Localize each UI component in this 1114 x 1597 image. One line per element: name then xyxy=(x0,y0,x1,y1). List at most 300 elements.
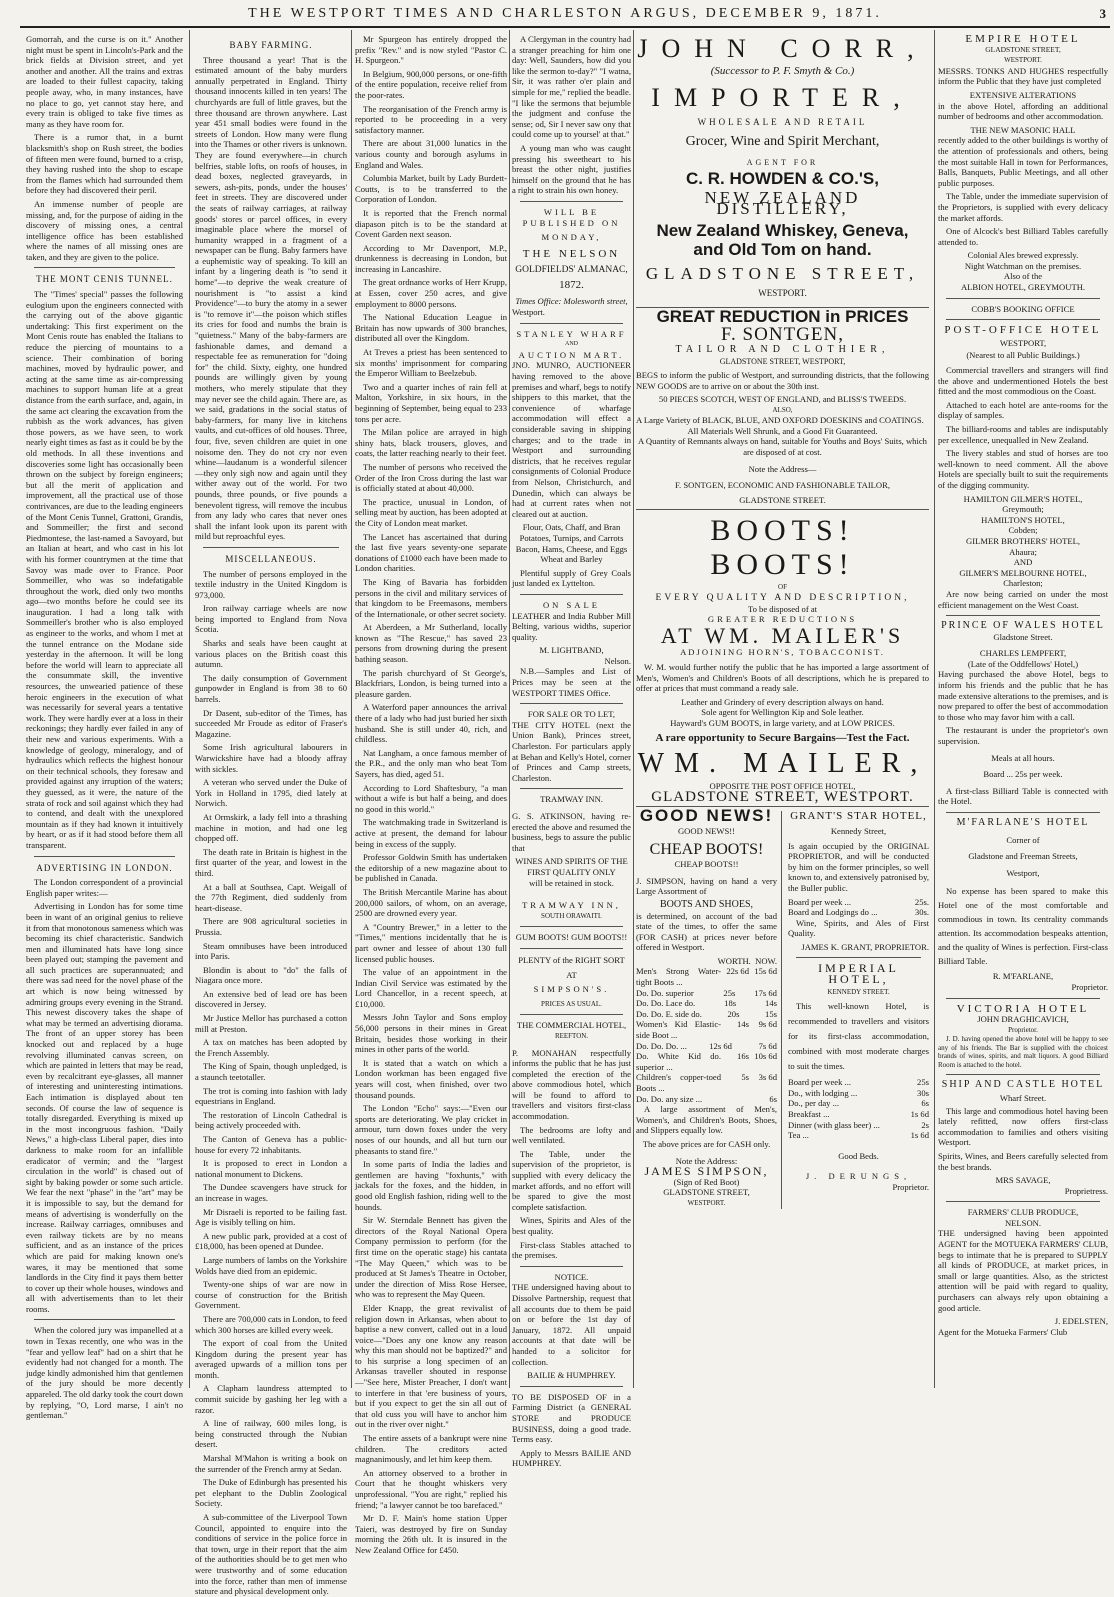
ad-line: A rare opportunity to Secure Bargains—Test the Fact. xyxy=(655,731,910,744)
ad-imperial-hotel xyxy=(788,963,929,1192)
price-value: 7s 6d xyxy=(758,1040,777,1051)
ad-line: AT xyxy=(566,969,577,980)
ad-body: Commercial travellers and strangers will find the above and undermentioned Hotels the best fitted and the most commodious on the Coast. xyxy=(938,365,1108,397)
article-paragraph: Three thousand a year! That is the estimated amount of the baby murders annually perpetrated in England. Thirty thousand innocents killed in ten years! The churchyards are full of little graves, but the three thousand are thrown anywhere. Last year 451 small bodies were found in the streets of London. How many were flung into the Thames or other rivers is unknown. They are found everywhere—in church belfries, stable lofts, on roofs of houses, in dead boxes, neglected graveyards, in sewers, ash-pits, ponds, under the houses' feet in streets. They are discovered under the seats of railway carriages, at railway goods' stores or parcel offices, in every imaginable place where the morsel of humanity wrapped in a fragment of a newspaper can be flung. Baby farmers have a euphemistic way of speaking. To kill an infant by a lingering death is "to send it home"—to deprive the weak creature of nourishment is "to assist a kind Providence"—to bury the atomy in a sewer is "to remove it"—the poison which stifles its cries for food and numbs the brain is "quietness." Many of the baby-farmers are fashionable dames, and demand a respectable fee as remuneration for "doing for" the child. Sixty, eighty, one hundred pounds are willingly given by young mothers, who merely stipulate that they may never see the child again. There are, as we said, gradations in the social status of baby-farmers, for many live in kitchens vaults, and cut-offices of old houses. Three, four, five, seven children are quiet in one noisome den. They do not cry nor even whine—laudanum is a wonderful silencer—they only sigh now and again until they wither away out of the world. For two pounds, three pounds, or five pounds a benevolent tigress, will remove the incubus from any lady who cares that never ones shall the infant look upon its parent with mild but reproachful eyes. xyxy=(195,54,347,542)
ad-title: STANLEY WHARF xyxy=(516,328,627,339)
column-header: NOW. xyxy=(755,955,777,966)
ad-line: Note the Address— xyxy=(748,463,817,474)
ad-sontgen xyxy=(636,306,929,506)
ad-line: ADJOINING HORN'S, TOBACCONIST. xyxy=(680,647,885,658)
divider xyxy=(34,856,175,857)
ad-mfarlane-hotel xyxy=(938,818,1108,993)
ad-line: (Successor to P. F. Smyth & Co.) xyxy=(710,65,855,77)
column-rule xyxy=(189,30,190,1388)
news-item: Mr Spurgeon has entirely dropped the prefix "Rev." and is now styled "Pastor C. H. Spurgeon." xyxy=(355,34,507,66)
news-item: The Milan police are arrayed in high shiny hats, black trousers, gloves, and coats, the latter reaching nearly to their feet. xyxy=(355,427,507,459)
article-heading: BABY FARMING. xyxy=(229,40,313,50)
news-item: In some parts of India the ladies and gentlemen are having "foxhunts," with jackals for the foxes, and the hidden, in good old English fashion, riding well to the hounds. xyxy=(355,1159,507,1212)
news-item: The export of coal from the United Kingdom during the present year has averaged upwards of a million tons per month. xyxy=(195,1338,347,1380)
news-item: The number of persons who received the Order of the Iron Cross during the last war is officially stated at about 40,000. xyxy=(355,461,507,494)
divider xyxy=(796,957,921,958)
price-row xyxy=(636,988,777,999)
hotel-list-item: Cobden; xyxy=(1008,525,1038,536)
ad-line: NELSON. xyxy=(1004,1217,1042,1228)
article-paragraph: Advertising in London has for some time been in want of an original genius to relieve it from that monotonous sameness which was becoming its chief characteristic. Sandwich men and illuminated hats have long since been played out; stamping the pavement and all such practices are superannuated; and there was sad need for the novel phase of the art which is now being witnessed by admiring groups every evening in the Strand. This newest discovery takes the shape of what may be termed an advertising diorama. The front of an upper storey has been knocked out and replaced by a huge revolving illuminated canvas screen, on which are painted in letters that may be read, even by recalcitrant eye-glasses, all manner of interesting and uninteresting intimations. Each intimation is displayed about ten seconds. Of course the law of sequence is totally disregarded. Everything is mixed up in the most incongruous fashion. "Daily News," a high-class Liberal paper, dies into darkness to make room for an infallible eradicator of vermin; and the "largest circulation in the world" is chased out of sight by baking powder or some such article. We fear the next "phase" in the "art" may be it is impossible to say, but the demand for means of advertising is wonderfully on the increase. Railway carriages, omnibuses and even railway tickets are by no means sufficient, and as an instance of the prices which are paid for making known one's wares, it may be mentioned that some landlords in the City find it pays them better to cover up their whole houses, windows and all with advertisements than to let their rooms. xyxy=(26,901,183,1314)
ad-body: MESSRS. TONKS AND HUGHES respectfully inform the Public that they have just completed xyxy=(938,65,1108,87)
price-value: 6s xyxy=(921,1098,929,1109)
divider xyxy=(946,319,1100,320)
price-value: 1s 6d xyxy=(910,1109,929,1120)
price-row xyxy=(788,907,929,918)
price-value: 2s xyxy=(921,1119,929,1130)
news-item: Two and a quarter inches of rain fell at Malton, Yorkshire, in six hours, in the beginning of September, being equal to 233 tons per acre. xyxy=(355,381,507,424)
anecdote: A Clergyman in the country had a stranger preaching for him one day: Well, Saunders, how did you like the sermon to-day?" "I watna, Sir, it was rather o'er plain and simple for me," replied the beadle. "I like the sermons that bejumble the judgment and confuse the sense; od, Sir I never saw ony that could come up to yoursel' at that." xyxy=(512,34,631,140)
ad-title: COBB'S BOOKING OFFICE xyxy=(971,303,1075,314)
ad-title: JOHN CORR, xyxy=(637,34,928,63)
ad-title: IMPERIAL HOTEL, xyxy=(818,961,899,987)
ad-city-hotel xyxy=(512,709,631,783)
article-paragraph: When the colored jury was impanelled at a town in Texas recently, one who was in the "fear and yellow leaf" had on a shirt that he evidently had not changed for a month. The judge kindly admonished him that gentlemen of the jury should be more decently appareled. The old darky took the court down by replying, "O, Lord marse, I ain't no gentleman." xyxy=(26,1325,183,1421)
ad-line: GLADSTONE STREET, xyxy=(645,264,920,284)
hotel-list-item: AND xyxy=(1013,557,1033,568)
ad-body: Spirits, Wines, and Beers carefully selected from the best brands. xyxy=(938,1150,1108,1172)
ad-empire-hotel xyxy=(938,34,1108,293)
news-item: Steam omnibuses have been introduced into Paris. xyxy=(195,940,347,962)
hotel-list-item: HAMILTON GILMER'S HOTEL, xyxy=(963,493,1083,504)
price-item: Women's Kid Elastic-side Boot ... xyxy=(636,1019,721,1041)
divider xyxy=(520,323,623,324)
price-item: Do. White Kid do. superior ... xyxy=(636,1051,721,1072)
news-item: The reorganisation of the French army is reported to be proceeding in a very satisfactory manner. xyxy=(355,103,507,135)
news-item: Professor Goldwin Smith has undertaken the editorship of a new magazine about to be published in Canada. xyxy=(355,852,507,884)
ad-line: (Late of the Oddfellows' Hotel,) xyxy=(967,658,1079,669)
column-rule xyxy=(934,30,935,1388)
news-item: It is reported that the French normal diapason pitch is to be the standard at Covent Garden next season. xyxy=(355,207,507,240)
hotel-list-item: Charleston; xyxy=(1003,578,1043,589)
ad-body: J. SIMPSON, having on hand a very Large Assortment of xyxy=(636,875,777,897)
news-item: Marshal M'Mahon is writing a book on the surrender of the French army at Sedan. xyxy=(195,1453,347,1474)
ad-victoria-hotel xyxy=(938,1004,1108,1070)
article-paragraph: There is a rumor that, in a burnt blacksmith's shop on Rush street, the bodies of fifteen men were found, burned to a crisp, they having rushed into the shop to escape from the flames which had surrounded them before they had discovered their peril. xyxy=(26,132,183,196)
ad-body: Night Watchman on the premises. xyxy=(964,260,1082,271)
ad-body: Having purchased the above Hotel, begs to inform his friends and the public that he has made extensive alterations to the premises, and is now prepared to offer the best of accommodation to those who may favor him with a call. xyxy=(938,669,1108,722)
price-row xyxy=(636,1009,777,1020)
ad-line: Kennedy Street, xyxy=(830,825,887,836)
ad-title: C. R. HOWDEN & CO.'S, xyxy=(686,169,879,189)
price-table-header xyxy=(636,956,777,967)
price-item: Do., per day ... xyxy=(788,1098,840,1109)
ad-line: GREATER REDUCTIONS xyxy=(707,614,858,625)
divider xyxy=(520,594,623,595)
news-item: Elder Knapp, the great revivalist of religion down in Arkansas, when about to baptise a new convert, called out in a loud voice—"Does any one know any reason why this man should not be baptized?" and to his surprise a long specimen of an Arkansas traveller shouted in response—"See here, Mister Preacher, I don't want to interfere in that 'ere business of yours, but if you expect to get the sin all out of that old cuss you will have to anchor him out in the river over night." xyxy=(355,1302,507,1430)
ad-line: WESTPORT. xyxy=(1004,56,1042,65)
ad-title: FOR SALE OR TO LET, xyxy=(527,709,616,720)
ad-title: IMPORTER, xyxy=(651,82,914,112)
ad-body: LEATHER and India Rubber Mill Belting, various widths, superior quality. xyxy=(512,610,631,642)
ad-title: TRAMWAY INN. xyxy=(540,794,603,805)
ad-wm-mailer xyxy=(636,514,929,805)
divider xyxy=(946,998,1100,999)
column-header: WORTH. xyxy=(717,955,751,966)
news-item: The National Education League in Britain has now upwards of 300 branches, distributed all over the Kingdom. xyxy=(355,312,507,344)
price-value: 22s 6d xyxy=(726,966,749,977)
ad-line: JOHN DRAGHICAVICH, xyxy=(977,1014,1069,1025)
ad-title: AUCTION MART. xyxy=(518,349,625,360)
news-item: The parish churchyard of St George's, Blackfriars, London, is being turned into a pleasure garden. xyxy=(355,667,507,699)
ad-signature: MRS SAVAGE, xyxy=(995,1175,1051,1186)
price-value: 30s. xyxy=(914,907,929,918)
ad-line: AGENT FOR xyxy=(746,157,819,167)
divider xyxy=(520,1266,623,1267)
ad-body: BEGS to inform the public of Westport, and surrounding districts, that the following NEW GOODS are to arrive on or about the 30th inst. xyxy=(636,369,929,391)
ad-body: Apply to Messrs BAILIE AND HUMPHREY. xyxy=(512,1447,631,1469)
column-rule xyxy=(351,30,352,1388)
divider xyxy=(636,509,929,510)
ad-line: Westport, xyxy=(1006,867,1040,878)
news-item: There are 908 agricultural societies in Prussia. xyxy=(195,916,347,937)
ad-line: Nelson. xyxy=(604,655,631,666)
ad-body: First-class Stables attached to the premises. xyxy=(512,1239,631,1261)
price-value xyxy=(712,1094,740,1105)
price-row xyxy=(636,1019,777,1040)
news-item: At Aberdeen, a Mr Sutherland, locally known as "The Rescue," has saved 23 persons from drowning during the present bathing season. xyxy=(355,622,507,665)
article-paragraph: The London correspondent of a provincial English paper writes:— xyxy=(26,877,183,898)
article-heading: THE MONT CENIS TUNNEL. xyxy=(36,274,173,285)
ad-body: Plentiful supply of Grey Coals just landed ex Lyttelton. xyxy=(512,567,631,589)
ad-line: Agent for the Motueka Farmers' Club xyxy=(938,1326,1068,1337)
ad-line: Note the Address: xyxy=(675,1155,738,1166)
ad-line: Corner of xyxy=(1006,834,1040,845)
ad-title: SIMPSON'S. xyxy=(533,984,610,995)
article-paragraph: An immense number of people are missing, and, for the purpose of aiding in the discovery of missing ones, a central intelligence office has been established where the names of all missing ones are taken, and they are given to the police. xyxy=(26,198,183,262)
price-item: Board per week ... xyxy=(788,1077,851,1088)
ad-title: NOTICE. xyxy=(554,1271,589,1282)
ad-on-sale xyxy=(512,600,631,698)
ad-farmers-club xyxy=(938,1207,1108,1337)
price-table xyxy=(636,966,777,1104)
news-item: The restoration of Lincoln Cathedral is being actively proceeded with. xyxy=(195,1109,347,1131)
column-2 xyxy=(195,34,347,1597)
ad-body: The restaurant is under the proprietor's own supervision. xyxy=(938,725,1108,747)
ad-line: GLADSTONE STREET. xyxy=(739,494,826,505)
ad-body: TO BE DISPOSED OF in a Farming District (a GENERAL STORE and PRODUCE BUSINESS, doing a good trade. Terms easy. xyxy=(512,1391,631,1445)
news-item: Mr D. F. Main's home station Upper Taieri, was destroyed by fire on Sunday morning the 26th ult. It is insured in the New Zealand Office for £450. xyxy=(355,1513,507,1555)
divider xyxy=(520,788,623,789)
ad-line: EXTENSIVE ALTERATIONS xyxy=(969,89,1077,100)
ad-signature: M. LIGHTBAND, xyxy=(539,645,604,656)
ad-line: F. SONTGEN, ECONOMIC AND FASHIONABLE TAILOR, xyxy=(674,480,891,491)
news-item: The practice, unusual in London, of selling meat by auction, has been adopted at the City of London meat market. xyxy=(355,496,507,528)
ad-body: This large and commodious hotel having been lately refitted, now offers first-class accommodation to families and others visiting Westport. xyxy=(938,1105,1108,1148)
ad-title: THE NELSON xyxy=(522,247,621,260)
divider xyxy=(520,1386,623,1387)
ad-body: Sole agent for Wellington Kip and Sole leather. xyxy=(701,707,864,718)
ad-line: (Sign of Red Boot) xyxy=(673,1176,740,1187)
price-value: 17s 6d xyxy=(754,987,777,998)
ad-line: CHARLES LEMPFERT, xyxy=(979,648,1067,659)
divider xyxy=(520,703,623,704)
price-row xyxy=(636,1041,777,1052)
ad-prince-of-wales-hotel xyxy=(938,621,1108,807)
ad-body: Colonial Ales brewed expressly. xyxy=(967,250,1079,261)
article-heading: ADVERTISING IN LONDON. xyxy=(36,862,173,873)
price-value: 14s xyxy=(737,1019,749,1030)
ad-title: CHEAP BOOTS! xyxy=(649,840,764,858)
ad-body: Wines, Spirits and Ales of the best quality. xyxy=(512,1215,631,1236)
news-item: At Treves a priest has been sentenced to six months' imprisonment for comparing the Emperor William to Beelzebub. xyxy=(355,347,507,379)
price-item: Do. Do. E. side do. xyxy=(636,1008,702,1019)
ad-title: WM. MAILER, xyxy=(637,748,928,780)
news-item: Columbia Market, built by Lady Burdett-Coutts, is to be transferred to the Corporation of London. xyxy=(355,173,507,205)
news-item: The great ordnance works of Herr Krupp, at Essen, cover 250 acres, and give employment to 8000 persons. xyxy=(355,277,507,309)
news-item: A Waterford paper announces the arrival there of a lady who had just buried her sixth husband. She is still under 40, rich, and childless. xyxy=(355,702,507,745)
ad-body: A large assortment of Men's, Women's, and Children's Boots, Shoes, and Slippers equally low. xyxy=(636,1104,777,1136)
ad-line: WILL BE PUBLISHED ON xyxy=(522,206,621,228)
ad-line: MONDAY, xyxy=(541,232,602,243)
ad-line: Good Beds. xyxy=(838,1150,879,1161)
price-item: Do. Do. Do. ... xyxy=(636,1040,687,1051)
news-item: In Belgium, 900,000 persons, or one-fifth of the entire population, receive relief from the poor-rates. xyxy=(355,68,507,100)
ad-body: P. MONAHAN respectfully informs the public that he has just completed the erection of the above commodious hotel, which will be found to afford to travellers and visitors first-class accommodation. xyxy=(512,1047,631,1122)
price-item: Breakfast ... xyxy=(788,1109,830,1120)
ad-body: in the above Hotel, affording an additional number of bedrooms and other accommodation. xyxy=(938,100,1108,122)
hotel-list-item: HAMILTON'S HOTEL, xyxy=(981,514,1065,525)
ad-body: WINES AND SPIRITS OF THE FIRST QUALITY ONLY xyxy=(515,856,628,877)
price-item: Do. Do. any size ... xyxy=(636,1093,703,1104)
price-row xyxy=(636,1051,777,1072)
price-item: Board per week ... xyxy=(788,896,851,907)
ad-body: All Materials Well Shrunk, and a Good Fit Guaranteed. xyxy=(687,425,878,436)
divider xyxy=(520,948,623,949)
ad-line: GLADSTONE STREET, WESTPORT, xyxy=(719,357,846,367)
divider xyxy=(946,1201,1100,1202)
ad-title: BOOTS! BOOTS! xyxy=(710,514,855,582)
price-value: 30s xyxy=(917,1087,929,1098)
news-item: The Dundee scavengers have struck for an increase in wages. xyxy=(195,1182,347,1203)
news-item: The daily consumption of Government gunpowder in England is from 38 to 60 barrels. xyxy=(195,672,347,705)
ad-tramway-inn xyxy=(512,794,631,921)
ad-almanac xyxy=(512,207,631,318)
ad-body: The Table, under the supervision of the proprietor, is supplied with every delicacy the market affords, and no effort will be spared to give the most complete satisfaction. xyxy=(512,1148,631,1212)
ad-line: Times Office: Molesworth street, xyxy=(515,296,628,307)
ad-line: THE NEW MASONIC HALL xyxy=(970,124,1076,135)
ad-body: recently added to the other buildings is worthy of the attention of professionals and others, being the most suitable Hall in town for Performances, Balls, Banquets, Public Meetings, and all other public purposes. xyxy=(938,135,1108,188)
news-item: Blondin is about to "do" the falls of Niagara once more. xyxy=(195,964,347,986)
ad-grant-star-hotel xyxy=(788,811,929,952)
ad-title: PRINCE OF WALES HOTEL xyxy=(941,620,1105,632)
ad-line: GOOD NEWS!! xyxy=(677,825,736,836)
ad-line: (Nearest to all Public Buildings.) xyxy=(966,350,1080,361)
column-3 xyxy=(355,34,507,1555)
ad-title: FARMERS' CLUB PRODUCE, xyxy=(967,1207,1079,1218)
ad-john-corr xyxy=(636,34,929,299)
news-item: At a ball at Southsea, Capt. Weigall of the 77th Regiment, died suddenly from heart-disease. xyxy=(195,881,347,913)
ad-title: New Zealand Whiskey, Geneva, xyxy=(656,221,909,241)
price-row xyxy=(788,1109,929,1120)
ad-line: Proprietress. xyxy=(1064,1185,1108,1196)
ad-signature: R. M'FARLANE, xyxy=(992,971,1054,982)
ad-title: THE COMMERCIAL HOTEL, xyxy=(516,1020,627,1031)
ad-body: Wine, Spirits, and Ales of First Quality. xyxy=(788,917,929,939)
news-item: Dr Dasent, sub-editor of the Times, has succeeded Mr Froude as editor of Fraser's Magazine. xyxy=(195,707,347,739)
price-value: 12s 6d xyxy=(709,1040,732,1051)
ad-body: Attached to each hotel are ante-rooms for the display of samples. xyxy=(938,399,1108,421)
ad-body: W. M. would further notify the public that he has imported a large assortment of Men's, Women's and Children's Boots of all descriptions, which he is prepared to offer at prices that must command a ready sale. xyxy=(636,662,929,694)
news-item: A Clapham laundress attempted to commit suicide by gashing her leg with a razor. xyxy=(195,1383,347,1415)
ad-line: TAILOR AND CLOTHIER, xyxy=(675,343,890,355)
ad-post-office-hotel xyxy=(938,325,1108,610)
news-item: A tax on matches has been adopted by the French Assembly. xyxy=(195,1037,347,1058)
price-value: 18s xyxy=(724,998,737,1009)
ad-signature: J. EDELSTEN, xyxy=(1054,1316,1108,1327)
news-item: An attorney observed to a brother in Court that he thought whiskers very unprofessional. "You are right," replied his friend; "a lawyer cannot be too barefaced." xyxy=(355,1467,507,1510)
ad-notice xyxy=(512,1272,631,1381)
ad-body: J. D. having opened the above hotel will be happy to see any of his friends. The Bar is supplied with the choicest brands of wines, spirits, and malt liquors. A good Billiard Room is attached to the hotel. xyxy=(938,1035,1108,1069)
ad-line: WESTPORT. xyxy=(687,1198,726,1207)
news-item: At Ormskirk, a lady fell into a thrashing machine in motion, and had one leg chopped off. xyxy=(195,811,347,844)
price-value: 1s 6d xyxy=(910,1130,929,1141)
ad-commercial-hotel xyxy=(512,1020,631,1260)
news-item: According to Mr Davenport, M.P., drunkenness is decreasing in London, but increasing in Lancashire. xyxy=(355,242,507,274)
ad-body: The billiard-rooms and tables are indisputably per excellence, unequalled in New Zealand. xyxy=(938,424,1108,445)
news-item: Sharks and seals have been caught at various places on the British coast this autumn. xyxy=(195,638,347,670)
news-item: It is stated that a watch on which a London workman has been engaged five years will cost, when finished, over two thousand pounds. xyxy=(355,1057,507,1100)
price-table xyxy=(788,897,929,918)
price-value: 9s 6d xyxy=(758,1019,777,1030)
price-row xyxy=(788,1130,929,1141)
hotel-list xyxy=(938,494,1108,589)
ad-year: 1872. xyxy=(559,278,584,291)
ad-title: VICTORIA HOTEL xyxy=(956,1002,1090,1015)
news-item: The trot is coming into fashion with lady equestrians in England. xyxy=(195,1085,347,1107)
price-table xyxy=(788,1077,929,1141)
price-row xyxy=(636,998,777,1009)
news-item: Nat Langham, a once famous member of the P.R., and the only man who beat Tom Sayers, has died, aged 51. xyxy=(355,747,507,779)
ad-body: JNO. MUNRO, AUCTIONEER having removed to the above premises and wharf, begs to notify shippers to this market, that the convenience of wharfage accommodation will effect a considerable saving in shipping charges; and to the trade in Westport and surrounding districts, that he receives regular consignments of Colonial Produce from Nelson, Christchurch, and Dunedin, which can always be had at current rates when not cleared out at auction. xyxy=(512,360,631,519)
ad-stanley-wharf xyxy=(512,329,631,589)
ad-title: AT WM. MAILER'S xyxy=(660,622,905,648)
ad-line: KENNEDY STREET. xyxy=(827,987,890,996)
ad-body: Is again occupied by the ORIGINAL PROPRIETOR, and will be conducted by him on the former principles, so well known to, and extensively patronised by, the Buller public. xyxy=(788,840,929,893)
divider xyxy=(946,615,1100,616)
ad-signature: BAILIE & HUMPHREY. xyxy=(527,1370,616,1381)
ad-signature: J. DERUNGS, xyxy=(805,1171,912,1182)
news-item: The entire assets of a bankrupt were nine children. The creditors acted magnanimously, and let him keep them. xyxy=(355,1433,507,1465)
ad-body: A Quantity of Remnants always on hand, suitable for Youths and Boys' Suits, which are disposed of at cost. xyxy=(638,436,927,458)
news-item: The Canton of Geneva has a public-house for every 72 inhabitants. xyxy=(195,1134,347,1155)
news-item: There are about 31,000 lunatics in the various county and borough asylums in England and Wales. xyxy=(355,138,507,170)
ad-line: Gladstone Street. xyxy=(993,631,1053,642)
ad-line: CHEAP BOOTS!! xyxy=(674,859,739,870)
hotel-list-item: GILMER BROTHERS' HOTEL, xyxy=(966,535,1080,546)
ad-line: EVERY QUALITY AND DESCRIPTION, xyxy=(655,593,910,604)
ad-store-for-sale xyxy=(512,1392,631,1469)
ad-line: Also of the xyxy=(1003,271,1043,282)
price-row xyxy=(636,966,777,987)
price-value: 6s xyxy=(769,1093,777,1104)
news-item: Twenty-one ships of war are now in course of construction for the British Government. xyxy=(195,1279,347,1311)
news-item: Some Irish agricultural labourers in Warwickshire have had a bloody affray with sickles. xyxy=(195,742,347,774)
price-value: 15s xyxy=(765,1008,777,1019)
news-item: Iron railway carriage wheels are now being imported to England from Nova Scotia. xyxy=(195,603,347,635)
ad-line: Board ... 25s per week. xyxy=(983,769,1063,780)
news-item: It is proposed to erect in London a national monument to Dickens. xyxy=(195,1158,347,1179)
news-item: There are 700,000 cats in London, to feed which 300 horses are killed every week. xyxy=(195,1313,347,1335)
price-value: 25s xyxy=(723,987,736,998)
news-item: Mr Disraeli is reported to be failing fast. Age is visibly telling on him. xyxy=(195,1206,347,1228)
ad-line: Gladstone and Freeman Streets, xyxy=(968,851,1078,862)
ad-body: Are now being carried on under the most efficient management on the West Coast. xyxy=(938,588,1108,610)
ad-ship-and-castle-hotel xyxy=(938,1080,1108,1196)
price-item: Do., with lodging ... xyxy=(788,1087,858,1098)
price-value: 25s. xyxy=(914,896,929,907)
news-item: An extensive bed of lead ore has been discovered in Jersey. xyxy=(195,988,347,1010)
price-row xyxy=(788,897,929,908)
ad-body: This well-known Hotel, is recommended to travellers and visitors for its first-class accommodation, combined with most moderate charges to suit the times. xyxy=(788,1001,929,1072)
ad-title: GUM BOOTS! GUM BOOTS!! xyxy=(515,932,628,943)
price-row xyxy=(788,1120,929,1131)
ad-line: WESTPORT, xyxy=(999,337,1047,348)
news-item: The King of Bavaria has forbidden persons in the civil and military services of that kingdom to be Freemasons, members of the Internationale, or other secret society. xyxy=(355,576,507,619)
news-item: Messrs John Taylor and Sons employ 56,000 persons in their mines in Great Britain, besides those working in their mines in other parts of the world. xyxy=(355,1012,507,1055)
price-value: 3s 6d xyxy=(758,1072,777,1083)
ad-line: REEFTON. xyxy=(554,1031,589,1040)
ad-line: OF xyxy=(778,583,787,592)
price-value: 16s xyxy=(737,1051,749,1062)
ad-simpson-boots xyxy=(636,806,782,1208)
hotel-list-item: Greymouth; xyxy=(1002,504,1044,515)
ad-body: N.B.—Samples and List of Prices may be seen at the WESTPORT TIMES Office. xyxy=(512,666,631,698)
price-item: Board and Lodgings do ... xyxy=(788,907,878,918)
price-row xyxy=(788,1088,929,1099)
price-value: 5s xyxy=(741,1072,749,1083)
ad-body: The bedrooms are lofty and well ventilated. xyxy=(512,1124,631,1146)
ad-title: TRAMWAY INN, xyxy=(522,900,621,911)
news-item: The watchmaking trade in Switzerland is active at present, the demand for labour being in excess of the supply. xyxy=(355,817,507,849)
column-5 xyxy=(636,34,929,1386)
ad-line: WHOLESALE AND RETAIL xyxy=(697,116,868,127)
anecdote: A young man who was caught pressing his sweetheart to his breast the other night, justifies himself on the ground that he has a right to strain his own honey. xyxy=(512,142,631,196)
news-item: Large numbers of lambs on the Yorkshire Wolds have died from an epidemic. xyxy=(195,1254,347,1276)
ad-body: G. S. ATKINSON, having re-erected the above and resumed the business, begs to assure the public that xyxy=(512,811,631,853)
ad-line: PRICES AS USUAL. xyxy=(541,999,602,1008)
ad-title: and Old Tom on hand. xyxy=(693,239,872,259)
ad-body: No expense has been spared to make this Hotel one of the most comfortable and commodious in town. Its centrality commands attention. Its accommodation bespeaks attention, and the quality of Wines is perfection. First-class Billiard Table. xyxy=(938,886,1108,967)
ad-line: ALBION HOTEL, GREYMOUTH. xyxy=(960,282,1086,293)
price-row xyxy=(788,1098,929,1109)
hotel-list-item: GILMER'S MELBOURNE HOTEL, xyxy=(959,567,1087,578)
hotel-list-item: Ahaura; xyxy=(1009,546,1037,557)
ad-signature: JAMES K. GRANT, PROPRIETOR. xyxy=(801,941,929,952)
news-item: The King of Spain, though unpledged, is a staunch teetotaller. xyxy=(195,1061,347,1083)
ad-line: Proprietor. xyxy=(1008,1025,1038,1034)
price-item: Do. Do. Lace do. xyxy=(636,998,696,1009)
divider xyxy=(520,1014,623,1015)
article-paragraph: The "Times' special" passes the following eulogium upon the engineers connected with the carrying out of the above gigantic undertaking: This first experiment on the Mont Cenis route has enabled the Italians to reduce the piercing of mountains to a science. Their combination of boring machines, moved by hydraulic power, and acting at the same time as air-compressing machines to support human life at a great distance from the earth surface, and, again, in the same act clearing the excavation from the rubbish as the work advances, has given those powers, as we have seen, to work nearly eight times as fast as it could be by the old methods. In all these inventions and discoveries some light has occasionally been thrown on the subject by foreign engineers; but all the merit of application and improvement, all the practical use of those contrivances, are due to the leading engineers of the Mont Cenis Tunnel, Grattoni, Grandis, and Sommeiller; the first and second Piedmontese, the last-named a Savoyard, but an Italian at heart, and who cast in his lot with his former countrymen at the time that Savoy was made over to France. Poor Sommeiller, who was so indefatigable throughout the work, died only two months ago—two months before he could see its inauguration. I had a long talk with Sommeiller's brother who is also employed as engineer to the works, and whom I met at the tunnel entrance on the Modane side yesterday in the afternoon. It will be long before the world will learn to appreciate all the consummate skill, the inventive resources, the unwearied patience of these heroic engineers in the execution of what was necessarily for several years a tentative work. They were hardly ever at a loss in their reckonings; they hardly ever failed in any of their new and various experiments. With a knowledge of geology, mineralogy, and of hydraulics which reflects the highest honour on their technical schools, they foresaw and provided against any irruption of the waters; they guessed, as it were, the nature of the strata of rock and soil against which they had to contend, and dealt with the unexplored mountain as if they had known it intuitively by heart, or as if it had stood before them all transparent. xyxy=(26,289,183,850)
column-rule xyxy=(509,30,510,1388)
ad-line: BOOTS AND SHOES, xyxy=(659,898,754,910)
ad-line: WESTPORT. xyxy=(758,287,807,298)
ad-body: The above prices are for CASH only. xyxy=(642,1138,771,1149)
ad-title: JAMES SIMPSON, xyxy=(644,1164,769,1179)
ad-line: GLADSTONE STREET, xyxy=(985,44,1061,54)
ad-body: Leather and Grindery of every description always on hand. xyxy=(681,696,884,707)
ad-body: One of Alcock's best Billiard Tables carefully attended to. xyxy=(938,226,1108,247)
ad-body: A first-class Billiard Table is connected with the Hotel. xyxy=(938,785,1108,807)
masthead-title: THE WESTPORT TIMES AND CHARLESTON ARGUS, DECEMBER 9, 1871. xyxy=(248,6,882,21)
ad-body: 50 PIECES SCOTCH, WEST OF ENGLAND, and BLISS'S TWEEDS. xyxy=(658,394,907,405)
news-item: The British Mercantile Marine has about 200,000 sailors, of whom, on an average, 2500 are drowned every year. xyxy=(355,886,507,919)
